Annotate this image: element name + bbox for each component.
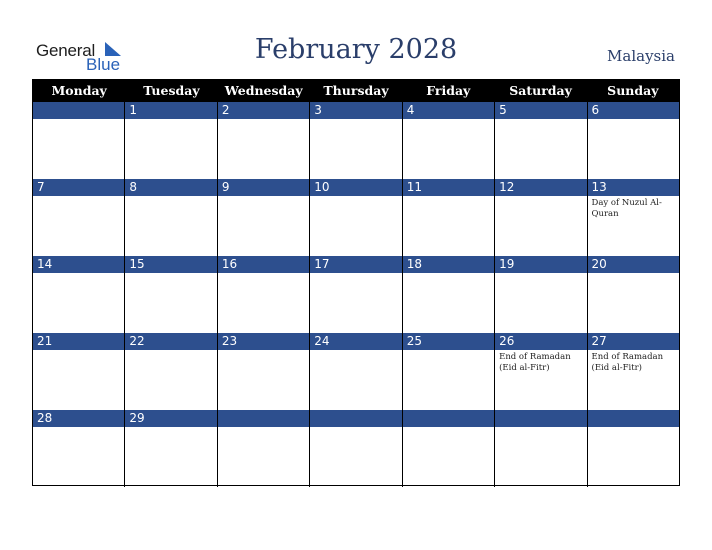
day-number: 19 [499,257,515,271]
holiday-label [218,197,309,198]
weekday-header-cell: Saturday [509,83,572,98]
day-cell [217,102,309,179]
day-number: 25 [406,334,422,348]
holiday-label [588,120,679,121]
day-number: 3 [314,103,322,117]
day-cell [587,333,679,410]
day-cell [124,179,216,256]
day-number: 10 [314,180,330,194]
day-header-bar [125,102,216,120]
day-header-bar [125,410,216,428]
day-cell [33,256,124,333]
day-header-bar [310,256,401,274]
day-cell [309,410,401,487]
day-cell [494,179,586,256]
day-header-bar [33,179,124,197]
day-number: 15 [129,257,145,271]
day-number: 18 [406,257,422,271]
holiday-label [310,197,401,198]
day-header-bar [33,410,124,428]
day-header-bar [310,102,401,120]
day-number: 16 [221,257,238,271]
holiday-label [218,120,309,121]
day-cell [587,410,679,487]
day-header-bar [218,102,309,120]
holiday-label [588,428,679,429]
logo-word-general: General [36,41,96,60]
day-cell [309,179,401,256]
day-number: 5 [499,103,507,117]
calendar-weeks [33,102,679,487]
holiday-label: End of Ramadan (Eid al-Fitr) [591,352,664,373]
day-header-bar [588,333,679,351]
day-header-bar [495,333,586,351]
day-number: 26 [499,334,515,348]
day-number: 2 [221,103,230,117]
day-cell [494,333,586,410]
day-header-bar [588,179,679,197]
weekday-header [33,80,679,102]
day-header-bar [588,410,679,428]
country-label: Malaysia [607,47,675,65]
day-number: 21 [37,334,53,348]
day-cell [402,410,494,487]
day-header-bar [495,410,586,428]
day-number: 7 [37,180,45,194]
day-number: 29 [129,411,145,425]
weekday-header-cell: Monday [51,83,107,98]
day-number: 12 [499,180,515,194]
day-header-bar [310,410,401,428]
holiday-label [33,274,124,275]
day-cell [217,256,309,333]
day-cell [402,102,494,179]
holiday-label [403,274,494,275]
day-header-bar [310,333,401,351]
day-header-bar [33,102,124,120]
holiday-label [33,351,124,352]
day-header-bar [403,256,494,274]
day-cell [587,102,679,179]
day-cell [124,102,216,179]
calendar-title: February 2028 [254,34,458,65]
day-header-bar [218,179,309,197]
day-cell [124,256,216,333]
day-cell [309,256,401,333]
day-number: 22 [129,334,145,348]
day-header-bar [125,256,216,274]
day-header-bar [588,256,679,274]
holiday-label [403,351,494,352]
day-number: 4 [406,103,415,117]
holiday-label [588,274,679,275]
day-number: 1 [129,103,138,117]
day-cell [309,333,401,410]
holiday-label: End of Ramadan (Eid al-Fitr) [499,352,571,373]
day-header-bar [218,256,309,274]
week-row [33,179,679,256]
holiday-label [495,274,586,275]
day-cell [494,102,586,179]
day-cell [494,256,586,333]
weekday-header-cell: Wednesday [224,83,303,98]
weekday-header-cell: Sunday [607,83,659,98]
day-header-bar [495,256,586,274]
holiday-label [495,428,586,429]
day-cell [587,256,679,333]
day-header-bar [310,179,401,197]
weekday-header-cell: Tuesday [143,83,200,98]
holiday-label [218,274,309,275]
day-cell [33,333,124,410]
day-header-bar [218,410,309,428]
day-number: 13 [591,180,607,194]
holiday-label [310,428,401,429]
day-cell [309,102,401,179]
holiday-label [310,274,401,275]
day-number: 20 [591,257,607,271]
day-header-bar [495,102,586,120]
holiday-label [33,120,124,121]
day-number: 28 [37,411,53,425]
week-row [33,102,679,179]
day-header-bar [218,333,309,351]
day-number: 8 [129,180,138,194]
weekday-header-cell: Thursday [323,83,389,98]
day-cell [402,179,494,256]
day-cell [217,179,309,256]
day-cell [33,102,124,179]
holiday-label [403,197,494,198]
week-row [33,410,679,487]
day-cell [217,410,309,487]
day-cell [33,179,124,256]
day-cell [587,179,679,256]
day-header-bar [33,333,124,351]
month-calendar [32,79,680,486]
holiday-label [218,351,309,352]
day-header-bar [125,333,216,351]
holiday-label [33,197,124,198]
weekday-header-cell: Friday [426,83,471,98]
day-header-bar [125,179,216,197]
day-number: 27 [591,334,607,348]
day-cell [402,256,494,333]
logo-word-blue: Blue [86,55,121,74]
day-number: 6 [591,103,600,117]
day-header-bar [403,410,494,428]
week-row [33,256,679,333]
holiday-label [33,428,124,429]
day-number: 24 [314,334,330,348]
holiday-label [310,351,401,352]
day-cell [217,333,309,410]
holiday-label [310,120,401,121]
day-number: 17 [314,257,330,271]
day-header-bar [495,179,586,197]
day-number: 9 [221,180,230,194]
day-cell [494,410,586,487]
holiday-label: Day of Nuzul Al-Quran [591,198,662,219]
day-header-bar [33,256,124,274]
day-number: 14 [37,257,53,271]
day-cell [124,333,216,410]
holiday-label [125,197,216,198]
holiday-label [495,197,586,198]
holiday-label [125,351,216,352]
day-header-bar [403,102,494,120]
day-number: 11 [406,180,422,194]
holiday-label [125,120,216,121]
day-header-bar [403,333,494,351]
day-header-bar [403,179,494,197]
week-row [33,333,679,410]
holiday-label [495,120,586,121]
day-header-bar [588,102,679,120]
day-cell [402,333,494,410]
holiday-label [218,428,309,429]
holiday-label [125,274,216,275]
day-number: 23 [221,334,238,348]
holiday-label [403,120,494,121]
holiday-label [403,428,494,429]
holiday-label [125,428,216,429]
day-cell [33,410,124,487]
day-cell [124,410,216,487]
